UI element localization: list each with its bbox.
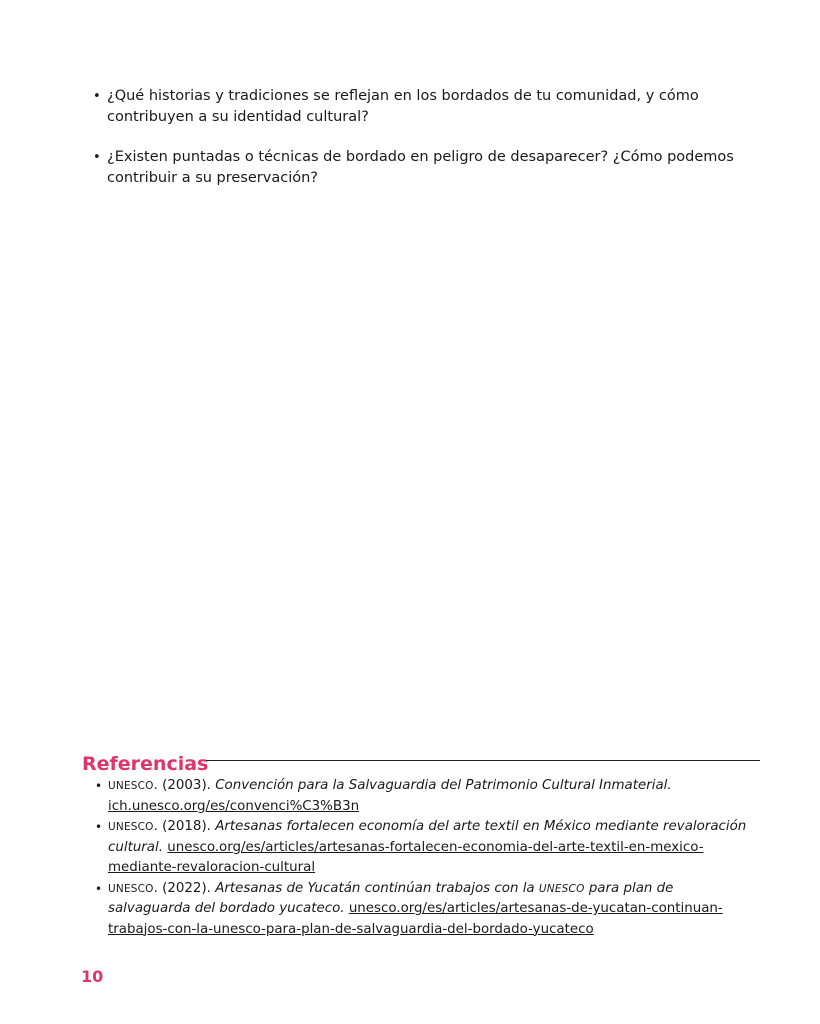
- question-text: ¿Qué historias y tradiciones se reflejan en los bordados de tu comunidad, y cómo contribuyen a su identidad cultural?: [107, 88, 699, 125]
- reference-item: [95, 879, 760, 941]
- reference-org: UNESCO: [108, 882, 154, 895]
- reference-link[interactable]: ich.unesco.org/es/convenci%C3%B3n: [108, 798, 360, 814]
- reference-item: [95, 817, 760, 879]
- reference-org: UNESCO: [108, 780, 154, 792]
- references-list: [95, 776, 760, 940]
- bullet: •: [95, 779, 103, 793]
- references-heading: Referencias: [82, 753, 209, 775]
- reference-year: . (2022).: [153, 880, 211, 896]
- reference-title: Convención para la Salvaguardia del Patrimonio Cultural Inmaterial.: [215, 778, 672, 793]
- bullet: •: [95, 820, 103, 834]
- reference-title-part: para plan de salvaguarda del bordado yucateco.: [108, 880, 674, 916]
- reference-org: UNESCO: [108, 821, 154, 833]
- reference-link[interactable]: unesco.org/es/articles/artesanas-fortalecen-economia-del-arte-textil-en-mexico-mediante-revaloracion-cultural: [108, 839, 704, 875]
- heading-rule: [206, 760, 760, 761]
- reflection-questions: [93, 86, 773, 208]
- reference-year: . (2018).: [153, 819, 211, 834]
- bullet: •: [93, 89, 101, 104]
- reference-title: Artesanas fortalecen economía del arte textil en México mediante revaloración cultural.: [108, 819, 747, 855]
- reference-item: [95, 776, 760, 817]
- reference-title-org: UNESCO: [538, 882, 585, 895]
- reference-link[interactable]: unesco.org/es/articles/artesanas-de-yucatan-continuan-trabajos-con-la-unesco-para-plan-de-salvaguardia-del-bordado-yucateco: [108, 901, 723, 937]
- page-number: 10: [81, 967, 104, 986]
- reference-title-part: Artesanas de Yucatán continúan trabajos con la: [215, 880, 535, 896]
- bullet: •: [93, 150, 101, 165]
- question-item: [93, 86, 773, 128]
- references-header: [82, 751, 760, 777]
- question-text: ¿Existen puntadas o técnicas de bordado en peligro de desaparecer? ¿Cómo podemos contribuir a su preservación?: [107, 149, 734, 186]
- question-item: [93, 147, 773, 189]
- bullet: •: [95, 881, 103, 896]
- reference-year: . (2003).: [153, 778, 211, 793]
